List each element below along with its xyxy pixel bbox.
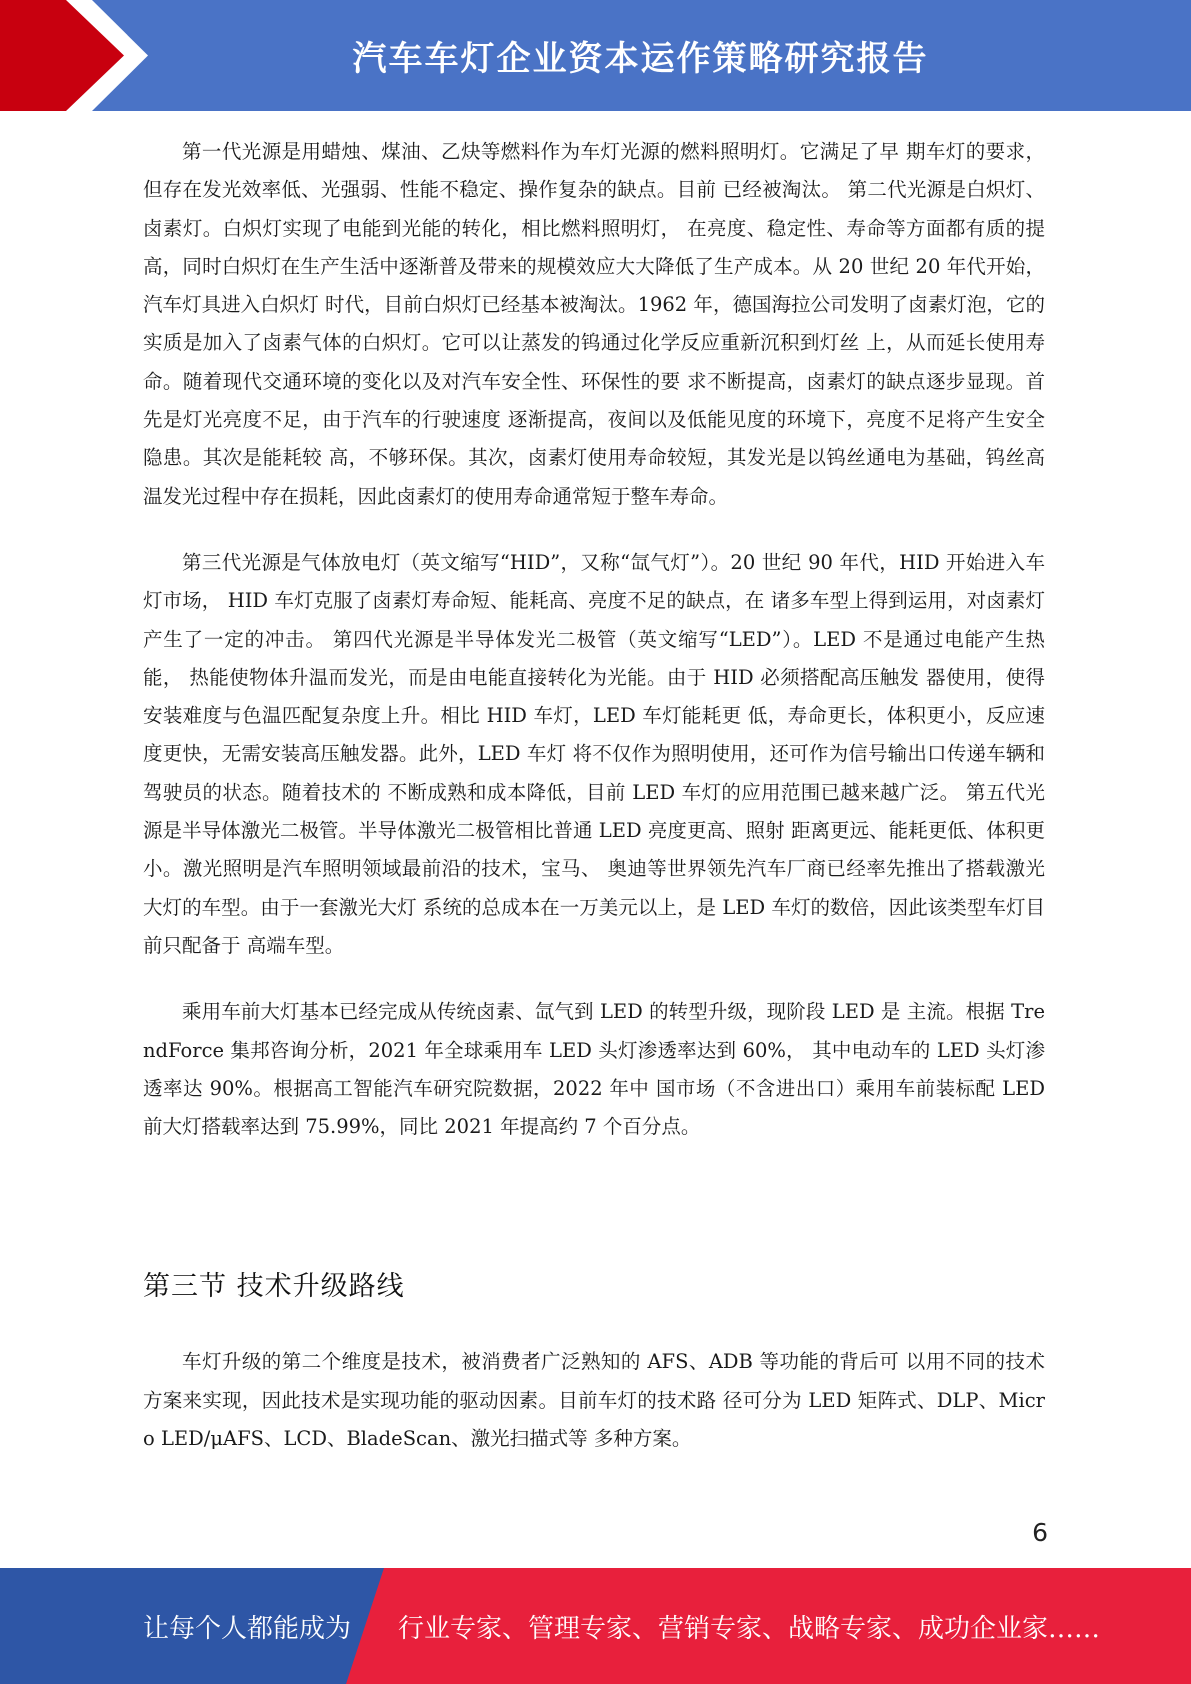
paragraph-light-source-gen1-2: 第一代光源是用蜡烛、煤油、乙炔等燃料作为车灯光源的燃料照明灯。它满足了早 期车灯的要求，但存在发光效率低、光强弱、性能不稳定、操作复杂的缺点。目前 已经被淘汰。 第二代光源是白炽灯、卤素灯。白炽灯实现了电能到光能的转化，相比燃料照明灯， 在亮度、稳定性、寿命等方面都有质的提高，同时白炽灯在生产生活中逐渐普及带来的规模效应大大降低了生产成本。从 20 世纪 20 年代开始，汽车灯具进入白炽灯 时代，目前白炽灯已经基本被淘汰。1962 年，德国海拉公司发明了卤素灯泡，它的 实质是加入了卤素气体的白炽灯。它可以让蒸发的钨通过化学反应重新沉积到灯丝 上，从而延长使用寿命。随着现代交通环境的变化以及对汽车安全性、环保性的要 求不断提高，卤素灯的缺点逐步显现。首先是灯光亮度不足，由于汽车的行驶速度 逐渐提高，夜间以及低能见度的环境下，亮度不足将产生安全隐患。其次是能耗较 高，不够环保。其次，卤素灯使用寿命较短，其发光是以钨丝通电为基础，钨丝高 温发光过程中存在损耗，因此卤素灯的使用寿命通常短于整车寿命。 — [143, 140, 1045, 508]
page-header — [0, 0, 1191, 111]
main-content — [143, 133, 1045, 1458]
footer-slogan-right: 行业专家、管理专家、营销专家、战略专家、成功企业家…… — [398, 1613, 1101, 1644]
paragraph-tech-upgrade: 车灯升级的第二个维度是技术，被消费者广泛熟知的 AFS、ADB 等功能的背后可 以用不同的技术方案来实现，因此技术是实现功能的驱动因素。目前车灯的技术路 径可分为 LED 矩阵式、DLP、Micro LED/μAFS、LCD、BladeScan、激光扫描式等 多种方案。 — [143, 1350, 1045, 1451]
paragraph-led-penetration: 乘用车前大灯基本已经完成从传统卤素、氙气到 LED 的转型升级，现阶段 LED 是 主流。根据 TrendForce 集邦咨询分析，2021 年全球乘用车 LED 头灯渗透率达到 60%， 其中电动车的 LED 头灯渗透率达 90%。根据高工智能汽车研究院数据，2022 年中 国市场（不含进出口）乘用车前装标配 LED 前大灯搭载率达到 75.99%，同比 2021 年提高约 7 个百分点。 — [143, 1000, 1045, 1139]
footer-slogan-left: 让每个人都能成为 — [143, 1613, 352, 1644]
section-heading: 第三节 技术升级路线 — [143, 1271, 405, 1303]
report-title: 汽车车灯企业资本运作策略研究报告 — [352, 39, 929, 79]
page-number: 6 — [1032, 1518, 1048, 1547]
header-chevron-icon — [0, 0, 170, 111]
page-footer — [0, 1568, 1191, 1684]
paragraph-light-source-gen3-5: 第三代光源是气体放电灯（英文缩写“HID”，又称“氙气灯”）。20 世纪 90 年代，HID 开始进入车灯市场， HID 车灯克服了卤素灯寿命短、能耗高、亮度不足的缺点，在 诸多车型上得到运用，对卤素灯产生了一定的冲击。 第四代光源是半导体发光二极管（英文缩写“LED”）。LED 不是通过电能产生热能， 热能使物体升温而发光，而是由电能直接转化为光能。由于 HID 必须搭配高压触发 器使用，使得安装难度与色温匹配复杂度上升。相比 HID 车灯，LED 车灯能耗更 低，寿命更长，体积更小，反应速度更快，无需安装高压触发器。此外，LED 车灯 将不仅作为照明使用，还可作为信号输出口传递车辆和驾驶员的状态。随着技术的 不断成熟和成本降低，目前 LED 车灯的应用范围已越来越广泛。 第五代光源是半导体激光二极管。半导体激光二极管相比普通 LED 亮度更高、照射 距离更远、能耗更低、体积更小。激光照明是汽车照明领域最前沿的技术，宝马、 奥迪等世界领先汽车厂商已经率先推出了搭载激光大灯的车型。由于一套激光大灯 系统的总成本在一万美元以上，是 LED 车灯的数倍，因此该类型车灯目前只配备于 高端车型。 — [143, 550, 1045, 957]
